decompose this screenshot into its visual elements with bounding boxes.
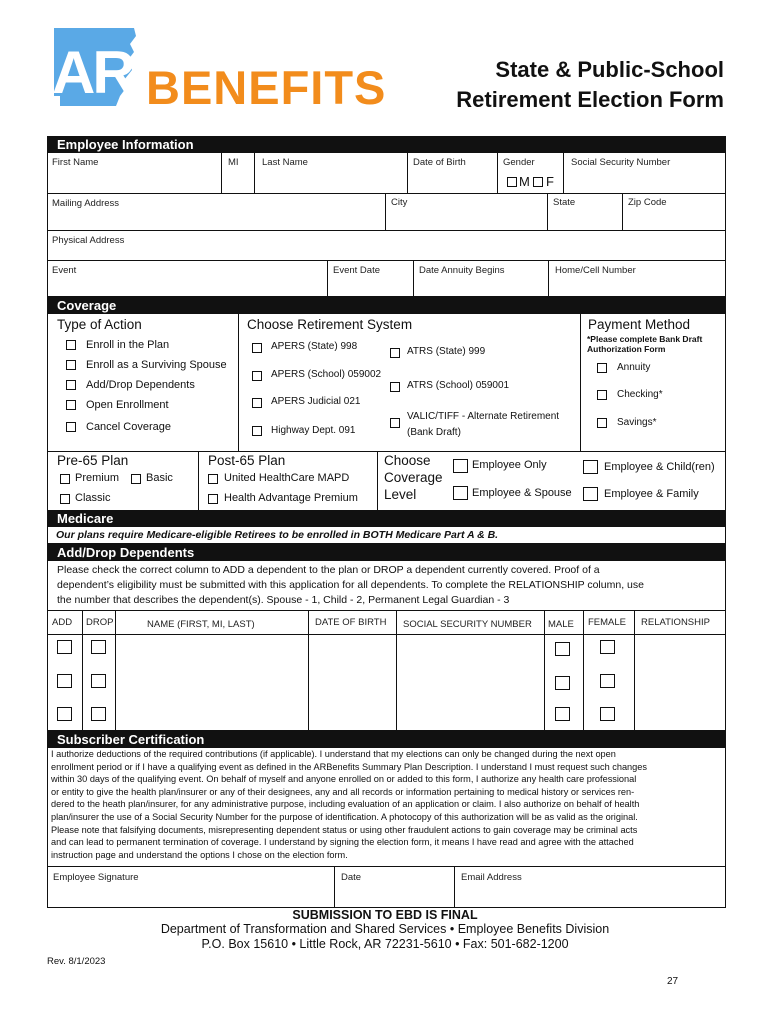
- post65-ha-premium-checkbox[interactable]: [208, 494, 218, 504]
- dependents-instructions-line1: Please check the correct column to ADD a dependent to the plan or DROP a dependent currently covered. Proof of a: [57, 564, 600, 576]
- logo-benefits-text: BENEFITS: [146, 61, 387, 114]
- coverage-level-heading-line2: Coverage: [384, 470, 443, 485]
- col-female: FEMALE: [588, 617, 627, 628]
- ssn-label: Social Security Number: [571, 157, 671, 168]
- payment-savings-label: Savings*: [617, 417, 657, 428]
- last-name-label: Last Name: [262, 157, 308, 168]
- event-date-label: Event Date: [333, 265, 380, 276]
- col-male: MALE: [548, 619, 574, 630]
- level-employee-family-label: Employee & Family: [604, 488, 699, 500]
- logo-ar-text: AR: [52, 39, 133, 106]
- gender-male-label: M: [519, 174, 530, 189]
- system-apers-school-label: APERS (School) 059002: [271, 369, 382, 380]
- certification-header: Subscriber Certification: [47, 731, 726, 748]
- pre65-premium-checkbox[interactable]: [60, 474, 70, 484]
- system-apers-judicial-label: APERS Judicial 021: [271, 396, 361, 407]
- pre65-premium-label: Premium: [75, 472, 120, 484]
- dep1-add-checkbox[interactable]: [57, 640, 72, 654]
- action-enroll-checkbox[interactable]: [66, 340, 76, 350]
- zip-label: Zip Code: [628, 197, 667, 208]
- gender-label: Gender: [503, 157, 535, 168]
- action-cancel-checkbox[interactable]: [66, 422, 76, 432]
- system-atrs-state-checkbox[interactable]: [390, 348, 400, 358]
- dep3-male-checkbox[interactable]: [555, 707, 570, 721]
- action-add-drop-label: Add/Drop Dependents: [86, 379, 195, 391]
- email-label: Email Address: [461, 872, 522, 883]
- cert-line: plan/insurer the use of a Social Security Number for the purpose of identification. A photocopy of this authorization will be as valid as the original.: [51, 811, 638, 822]
- payment-annuity-label: Annuity: [617, 362, 651, 373]
- annuity-begins-label: Date Annuity Begins: [419, 265, 505, 276]
- first-name-label: First Name: [52, 157, 99, 168]
- gender-male-checkbox[interactable]: [507, 177, 517, 187]
- dependents-instructions-line2: dependent’s eligibility must be submitted with this application for all dependents. To complete the RELATIONSHIP column, use: [57, 579, 644, 591]
- footer-department: Department of Transformation and Shared Services • Employee Benefits Division: [160, 922, 610, 936]
- date-label: Date: [341, 872, 362, 883]
- post65-ha-premium-label: Health Advantage Premium: [224, 492, 358, 504]
- dependents-header: Add/Drop Dependents: [47, 544, 726, 561]
- dep1-female-checkbox[interactable]: [600, 640, 615, 654]
- pre65-basic-label: Basic: [146, 472, 173, 484]
- mailing-address-label: Mailing Address: [52, 198, 120, 209]
- system-highway-label: Highway Dept. 091: [271, 425, 356, 436]
- level-employee-children-label: Employee & Child(ren): [604, 461, 715, 473]
- level-employee-only-checkbox[interactable]: [453, 459, 468, 473]
- choose-system-heading: Choose Retirement System: [247, 317, 413, 332]
- action-open-enrollment-checkbox[interactable]: [66, 400, 76, 410]
- payment-method-heading: Payment Method: [588, 317, 691, 332]
- payment-note-line1: *Please complete Bank Draft: [587, 334, 703, 344]
- pre65-classic-label: Classic: [75, 492, 111, 504]
- pre65-basic-checkbox[interactable]: [131, 474, 141, 484]
- payment-checking-checkbox[interactable]: [597, 390, 607, 400]
- page-number: 27: [667, 976, 679, 987]
- col-relationship: RELATIONSHIP: [641, 617, 710, 628]
- action-add-drop-checkbox[interactable]: [66, 380, 76, 390]
- cert-line: or entity to give the health plan/insurer or any of their designees, any and all records or information pertaining to medical history or services ren-: [51, 786, 635, 797]
- coverage-level-heading-line1: Choose: [384, 453, 431, 468]
- dep3-female-checkbox[interactable]: [600, 707, 615, 721]
- form-title-line2: Retirement Election Form: [456, 87, 724, 112]
- event-label: Event: [52, 265, 77, 276]
- cert-line: instruction page and understand the options I chose on the election form.: [51, 849, 348, 860]
- pre65-heading: Pre-65 Plan: [57, 453, 129, 468]
- payment-note-line2: Authorization Form: [587, 344, 666, 354]
- state-label: State: [553, 197, 576, 208]
- action-enroll-label: Enroll in the Plan: [86, 339, 170, 351]
- footer-address: P.O. Box 15610 • Little Rock, AR 72231-5610 • Fax: 501-682-1200: [201, 937, 569, 951]
- dep2-add-checkbox[interactable]: [57, 674, 72, 688]
- dob-label: Date of Birth: [413, 157, 466, 168]
- signature-label: Employee Signature: [53, 872, 139, 883]
- cert-line: within 30 days of the qualifying event. On behalf of myself and anyone enrolled on or added to this form, I authorize any health care professional: [51, 774, 637, 785]
- dependents-instructions-line3: the number that describes the dependent(s). Spouse - 1, Child - 2, Permanent Legal Guardian - 3: [57, 594, 510, 606]
- system-atrs-state-label: ATRS (State) 999: [407, 346, 486, 357]
- cert-line: enrollment period or if I have a qualifying event as defined in the ARBenefits Summary Plan Description. I understand I must request such changes: [51, 761, 647, 772]
- coverage-header: Coverage: [47, 297, 726, 314]
- form-title-line1: State & Public-School: [495, 57, 724, 82]
- col-name: NAME (FIRST, MI, LAST): [147, 619, 255, 630]
- system-apers-state-label: APERS (State) 998: [271, 341, 358, 352]
- level-employee-spouse-checkbox[interactable]: [453, 486, 468, 500]
- dep2-female-checkbox[interactable]: [600, 674, 615, 688]
- dep2-male-checkbox[interactable]: [555, 676, 570, 690]
- dep3-add-checkbox[interactable]: [57, 707, 72, 721]
- coverage-level-heading-line3: Level: [384, 487, 417, 502]
- dep1-male-checkbox[interactable]: [555, 642, 570, 656]
- medicare-note: Our plans require Medicare-eligible Retirees to be enrolled in BOTH Medicare Part A & B.: [56, 529, 499, 541]
- mi-label: MI: [228, 157, 239, 168]
- post65-uhc-label: United HealthCare MAPD: [224, 472, 350, 484]
- post65-heading: Post-65 Plan: [208, 453, 286, 468]
- dep2-drop-checkbox[interactable]: [91, 674, 106, 688]
- system-apers-judicial-checkbox[interactable]: [252, 398, 262, 408]
- revision-date: Rev. 8/1/2023: [47, 956, 106, 967]
- system-apers-state-checkbox[interactable]: [252, 343, 262, 353]
- cert-line: Please note that falsifying documents, misrepresenting dependent status or using other fraudulent actions to gain coverage may be criminal acts: [51, 824, 638, 835]
- payment-savings-checkbox[interactable]: [597, 418, 607, 428]
- level-employee-only-label: Employee Only: [472, 459, 547, 471]
- cert-line: and can lead to permanent termination of coverage. I understand by signing the election form, it means I have read and agree with the attached: [51, 837, 634, 848]
- payment-checking-label: Checking*: [617, 389, 663, 400]
- action-surviving-spouse-checkbox[interactable]: [66, 360, 76, 370]
- payment-annuity-checkbox[interactable]: [597, 363, 607, 373]
- system-apers-school-checkbox[interactable]: [252, 371, 262, 381]
- certification-text: [51, 748, 723, 861]
- employee-info-header: Employee Information: [47, 136, 726, 153]
- level-employee-spouse-label: Employee & Spouse: [472, 487, 572, 499]
- dep1-drop-checkbox[interactable]: [91, 640, 106, 654]
- cert-line: I authorize deductions of the required contributions (if applicable). I understand that my elections can only be changed during the next open: [51, 749, 616, 759]
- col-add: ADD: [52, 617, 73, 628]
- col-drop: DROP: [86, 617, 114, 628]
- col-dob: DATE OF BIRTH: [315, 617, 387, 628]
- city-label: City: [391, 197, 408, 208]
- system-valic-bank-draft-label: (Bank Draft): [407, 427, 461, 438]
- gender-female-label: F: [546, 174, 554, 189]
- medicare-header: Medicare: [47, 510, 726, 527]
- action-surviving-spouse-label: Enroll as a Surviving Spouse: [86, 359, 227, 371]
- level-employee-family-checkbox[interactable]: [583, 487, 598, 501]
- action-open-enrollment-label: Open Enrollment: [86, 399, 169, 411]
- gender-female-checkbox[interactable]: [533, 177, 543, 187]
- action-cancel-label: Cancel Coverage: [86, 421, 171, 433]
- phone-label: Home/Cell Number: [555, 265, 636, 276]
- system-highway-checkbox[interactable]: [252, 426, 262, 436]
- cert-line: dered to the heath plan/insurer, for any administrative purpose, including evaluation of an application or claim. I also authorize on behalf of health: [51, 799, 640, 810]
- col-ssn: SOCIAL SECURITY NUMBER: [403, 619, 532, 630]
- pre65-classic-checkbox[interactable]: [60, 494, 70, 504]
- level-employee-children-checkbox[interactable]: [583, 460, 598, 474]
- physical-address-label: Physical Address: [52, 235, 125, 246]
- ar-benefits-logo: [50, 26, 390, 118]
- dep3-drop-checkbox[interactable]: [91, 707, 106, 721]
- system-valic-checkbox[interactable]: [390, 418, 400, 428]
- post65-uhc-checkbox[interactable]: [208, 474, 218, 484]
- system-valic-label: VALIC/TIFF - Alternate Retirement: [407, 411, 560, 422]
- system-atrs-school-label: ATRS (School) 059001: [407, 380, 510, 391]
- type-of-action-heading: Type of Action: [57, 317, 142, 332]
- submission-final: SUBMISSION TO EBD IS FINAL: [292, 908, 478, 922]
- system-atrs-school-checkbox[interactable]: [390, 382, 400, 392]
